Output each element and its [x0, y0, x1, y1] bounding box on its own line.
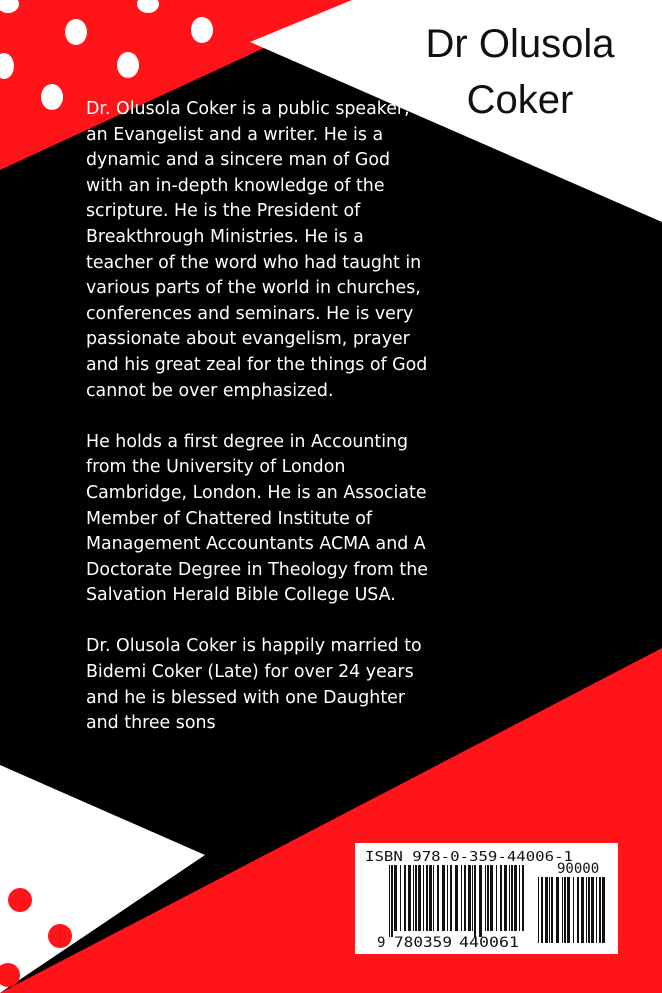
barcode-bar	[551, 877, 553, 943]
barcode-bar	[455, 865, 458, 931]
barcode-bar	[474, 865, 476, 937]
barcode-bar	[500, 865, 502, 931]
barcode-graphic	[355, 843, 618, 954]
price-code: 90000	[557, 861, 600, 877]
barcode-bar	[581, 877, 584, 943]
isbn-barcode	[355, 843, 618, 954]
barcode-bar	[423, 865, 424, 931]
barcode-bar	[567, 877, 570, 943]
barcode-bar	[429, 865, 432, 931]
barcode-bar	[556, 877, 559, 943]
barcode-bar	[514, 865, 517, 931]
barcode-bar	[522, 865, 524, 931]
barcode-bar	[437, 865, 439, 931]
book-title: Dr Olusola Coker	[425, 22, 615, 122]
barcode-bar	[391, 865, 393, 937]
barcode-bar	[599, 877, 601, 943]
barcode-bar	[496, 865, 497, 931]
barcode-bar	[447, 865, 448, 931]
barcode-bar	[586, 877, 587, 943]
barcode-bar	[464, 865, 466, 931]
barcode-bar	[487, 865, 489, 931]
barcode-bar	[408, 865, 411, 931]
barcode-digit-group-2: 440061	[459, 935, 519, 951]
barcode-bar	[415, 865, 417, 931]
barcode-bar	[400, 865, 401, 931]
barcode-bar	[418, 865, 421, 931]
bio-paragraph: Dr. Olusola Coker is a public speaker, an Evangelist and a writer. He is a dynamic and a sincere man of God with an in-depth knowledge of the scripture. He is the President of Breakthrough Ministries. He is a teacher of the word who had taught in various parts of the world in churches, conferences and seminars. He is very passionate about evangelism, prayer and his great zeal for the things of God cannot be over emphasized.	[86, 99, 428, 401]
barcode-bar	[511, 865, 513, 931]
barcode-bar	[426, 865, 428, 931]
isbn-label: ISBN 978-0-359-44006-1	[365, 849, 573, 865]
barcode-bar	[504, 865, 507, 931]
barcode-digit-first: 9	[377, 935, 386, 951]
barcode-bar	[509, 865, 510, 931]
barcode-bar	[577, 877, 579, 943]
author-bio	[86, 97, 431, 762]
bio-paragraph: Dr. Olusola Coker is happily married to Bidemi Coker (Late) for over 24 years and he is blessed with one Daughter and three sons	[86, 636, 422, 734]
barcode-digit-group-1: 780359	[394, 935, 452, 951]
barcode-bar	[562, 877, 563, 943]
barcode-bar	[602, 877, 605, 943]
barcode-bar	[519, 865, 520, 931]
barcode-bar	[413, 865, 414, 931]
barcode-bar	[538, 877, 539, 943]
barcode-bar	[468, 865, 471, 931]
barcode-bar	[389, 865, 390, 937]
bio-paragraph: He holds a first degree in Accounting from the University of London Cambridge, London. He is an Associate Member of Chattered Institute of Management Accountants ACMA and A Doctorate Degree in Theology from the Salvation Herald Bible College USA.	[86, 431, 428, 606]
barcode-bar	[591, 877, 594, 943]
price-addon-bars	[538, 877, 605, 943]
barcode-bar	[490, 865, 493, 931]
barcode-bar	[549, 877, 550, 943]
barcode-bar	[404, 865, 406, 931]
barcode-bar	[433, 865, 434, 931]
barcode-bar	[588, 877, 590, 943]
ean-bars	[389, 865, 524, 937]
barcode-bar	[450, 865, 452, 931]
barcode-bar	[564, 877, 566, 943]
barcode-bar	[461, 865, 462, 931]
barcode-bar	[545, 877, 548, 943]
barcode-bar	[394, 865, 397, 931]
barcode-bar	[442, 865, 445, 931]
barcode-bar	[472, 865, 473, 931]
barcode-bar	[541, 877, 543, 943]
barcode-bar	[485, 865, 486, 931]
barcode-bar	[596, 877, 597, 943]
barcode-bar	[479, 865, 482, 937]
barcode-bar	[573, 877, 574, 943]
